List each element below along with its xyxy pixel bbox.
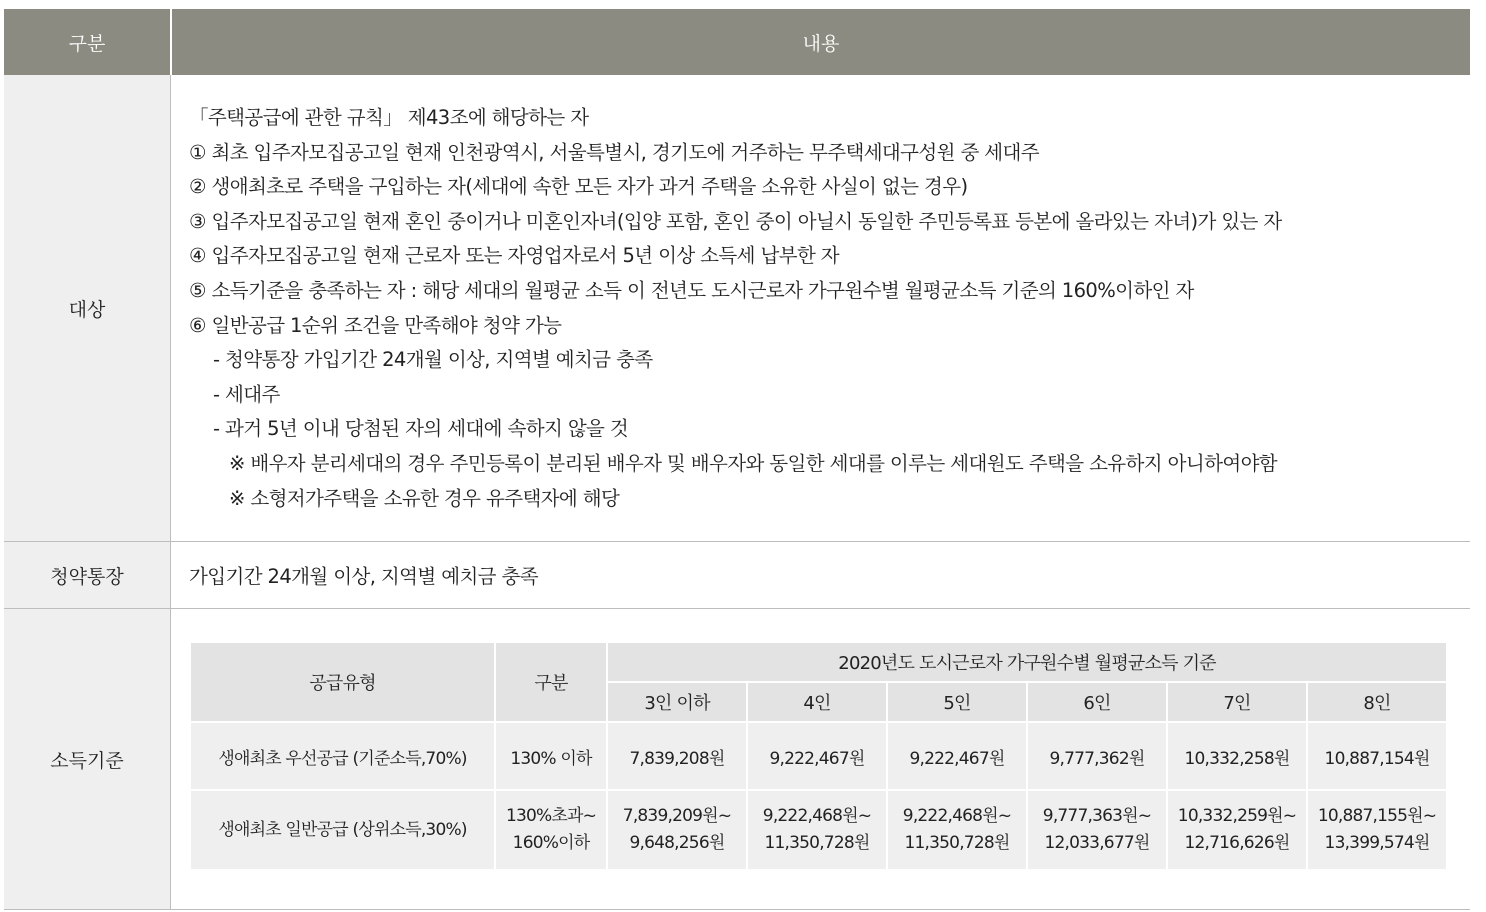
cell-division-line: 160%이하 xyxy=(512,833,590,853)
range-min: 10,332,259원~ xyxy=(1177,806,1297,826)
target-subline: - 세대주 xyxy=(213,382,280,406)
target-line: ⑤ 소득기준을 충족하는 자 : 해당 세대의 월평균 소득 이 전년도 도시근로자 가구원수별 월평균소득 기준의 160%이하인 자 xyxy=(189,278,1194,302)
target-line: ④ 입주자모집공고일 현재 근로자 또는 자영업자로서 5년 이상 소득세 납부한 자 xyxy=(189,244,840,268)
cell-income-range xyxy=(747,790,887,870)
cell-income-range xyxy=(1027,790,1167,870)
target-note: ※ 배우자 분리세대의 경우 주민등록이 분리된 배우자 및 배우자와 동일한 세대를 이루는 세대원도 주택을 소유하지 아니하여야함 xyxy=(229,451,1278,475)
cell-income-range xyxy=(1167,790,1307,870)
row-label-target: 대상 xyxy=(4,75,170,541)
target-subline: - 과거 5년 이내 당첨된 자의 세대에 속하지 않을 것 xyxy=(213,417,629,441)
cell-income: 9,222,467원 xyxy=(887,722,1027,790)
cell-income-range xyxy=(887,790,1027,870)
range-max: 13,399,574원 xyxy=(1324,833,1430,853)
target-note: ※ 소형저가주택을 소유한 경우 유주택자에 해당 xyxy=(229,486,620,510)
cell-income: 7,839,208원 xyxy=(607,722,747,790)
row-income xyxy=(4,609,1470,910)
target-line: ① 최초 입주자모집공고일 현재 인천광역시, 서울특별시, 경기도에 거주하는 무주택세대구성원 중 세대주 xyxy=(189,140,1040,164)
cell-income: 9,222,467원 xyxy=(747,722,887,790)
eligibility-table xyxy=(4,9,1470,910)
range-min: 9,777,363원~ xyxy=(1042,806,1152,826)
cell-income: 9,777,362원 xyxy=(1027,722,1167,790)
th-persons: 4인 xyxy=(747,682,887,722)
cell-income: 10,332,258원 xyxy=(1167,722,1307,790)
th-persons: 6인 xyxy=(1027,682,1167,722)
cell-income: 10,887,154원 xyxy=(1307,722,1447,790)
table-row xyxy=(190,790,1447,870)
target-line: ③ 입주자모집공고일 현재 혼인 중이거나 미혼인자녀(입양 포함, 혼인 중이 아닐시 동일한 주민등록표 등본에 올라있는 자녀)가 있는 자 xyxy=(189,209,1282,233)
target-line: ⑥ 일반공급 1순위 조건을 만족해야 청약 가능 xyxy=(189,313,562,337)
header-category: 구분 xyxy=(68,32,106,55)
account-content: 가입기간 24개월 이상, 지역별 예치금 충족 xyxy=(170,542,1470,608)
cell-income-range xyxy=(607,790,747,870)
range-max: 11,350,728원 xyxy=(764,833,870,853)
cell-supply-type: 생애최초 우선공급 (기준소득,70%) xyxy=(190,722,495,790)
income-content xyxy=(170,609,1470,909)
header-content: 내용 xyxy=(170,9,1470,75)
row-account xyxy=(4,542,1470,609)
cell-income-range xyxy=(1307,790,1447,870)
table-header xyxy=(4,9,1470,75)
target-content xyxy=(170,75,1470,541)
income-table xyxy=(189,641,1448,871)
range-max: 12,716,626원 xyxy=(1184,833,1290,853)
th-persons: 3인 이하 xyxy=(607,682,747,722)
th-persons: 5인 xyxy=(887,682,1027,722)
range-min: 9,222,468원~ xyxy=(902,806,1012,826)
th-persons: 8인 xyxy=(1307,682,1447,722)
th-division: 구분 xyxy=(495,642,607,722)
range-min: 9,222,468원~ xyxy=(762,806,872,826)
th-supply-type: 공급유형 xyxy=(190,642,495,722)
th-income-standard: 2020년도 도시근로자 가구원수별 월평균소득 기준 xyxy=(607,642,1447,682)
range-max: 9,648,256원 xyxy=(629,833,725,853)
cell-division-line: 130%초과~ xyxy=(505,806,597,826)
target-line: ② 생애최초로 주택을 구입하는 자(세대에 속한 모든 자가 과거 주택을 소유한 사실이 없는 경우) xyxy=(189,175,968,199)
row-label-account: 청약통장 xyxy=(4,542,170,608)
th-persons: 7인 xyxy=(1167,682,1307,722)
cell-division: 130% 이하 xyxy=(495,722,607,790)
range-min: 7,839,209원~ xyxy=(622,806,732,826)
target-subline: - 청약통장 가입기간 24개월 이상, 지역별 예치금 충족 xyxy=(213,348,653,372)
cell-supply-type: 생애최초 일반공급 (상위소득,30%) xyxy=(190,790,495,870)
range-min: 10,887,155원~ xyxy=(1317,806,1437,826)
range-max: 12,033,677원 xyxy=(1044,833,1150,853)
table-row xyxy=(190,722,1447,790)
range-max: 11,350,728원 xyxy=(904,833,1010,853)
target-line: 「주택공급에 관한 규칙」 제43조에 해당하는 자 xyxy=(189,106,589,129)
cell-division xyxy=(495,790,607,870)
row-label-income: 소득기준 xyxy=(4,609,170,909)
row-target xyxy=(4,75,1470,542)
